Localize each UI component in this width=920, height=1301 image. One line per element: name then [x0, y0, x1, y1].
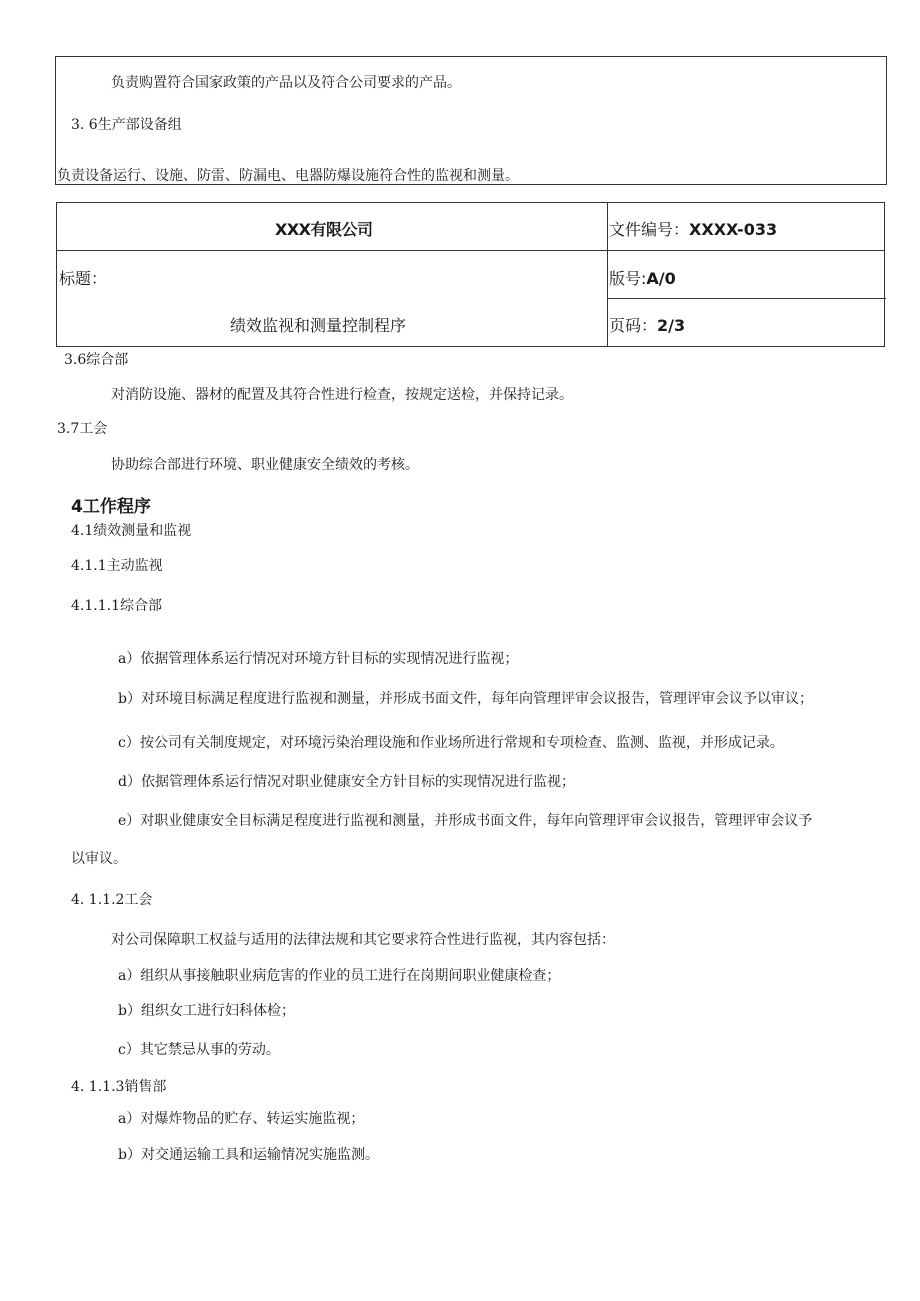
list-item-4113-a: a）对爆炸物品的贮存、转运实施监视； [118, 1111, 365, 1127]
list-item-4112-a: a）组织从事接触职业病危害的作业的员工进行在岗期间职业健康检查； [118, 968, 561, 984]
section-4-1-1-2-text: 对公司保障职工权益与适用的法律法规和其它要求符合性进行监视，其内容包括： [111, 932, 615, 948]
list-item-4113-b: b）对交通运输工具和运输情况实施监测。 [118, 1147, 379, 1163]
list-item-4111-e-line-1: e）对职业健康安全目标满足程度进行监视和测量，并形成书面文件，每年向管理评审会议报告，管理评审会议予 [118, 813, 813, 829]
section-4-1-1-1-heading: 4.1.1.1综合部 [71, 598, 162, 614]
company-name: XXX有限公司 [275, 220, 373, 239]
list-item-4111-b: b）对环境目标满足程度进行监视和测量，并形成书面文件，每年向管理评审会议报告，管理评审会议予以审议； [118, 691, 813, 707]
top-box-line-3: 负责设备运行、设施、防雷、防漏电、电器防爆设施符合性的监视和测量。 [57, 168, 519, 184]
header-divider-row2 [607, 298, 886, 299]
list-item-4111-c: c）按公司有关制度规定，对环境污染治理设施和作业场所进行常规和专项检查、监测、监视，并形成记录。 [118, 735, 784, 751]
document-header-table [56, 202, 885, 347]
version-number: 版号:A/0 [609, 269, 676, 288]
title-label: 标题： [59, 269, 108, 288]
section-3-6-heading: 3.6综合部 [64, 352, 129, 368]
section-3-7-heading: 3.7工会 [57, 421, 108, 437]
top-box-line-2: 3. 6生产部设备组 [71, 117, 182, 133]
header-divider-vertical [607, 203, 608, 346]
section-4-1-1-3-heading: 4. 1.1.3销售部 [71, 1079, 167, 1095]
top-box-line-1: 负责购置符合国家政策的产品以及符合公司要求的产品。 [111, 75, 461, 91]
section-4-heading: 4工作程序 [71, 497, 151, 517]
list-item-4111-e-line-2: 以审议。 [71, 851, 127, 867]
list-item-4111-a: a）依据管理体系运行情况对环境方针目标的实现情况进行监视； [118, 651, 519, 667]
section-4-1-heading: 4.1绩效测量和监视 [71, 523, 192, 539]
list-item-4111-d: d）依据管理体系运行情况对职业健康安全方针目标的实现情况进行监视； [118, 774, 575, 790]
section-3-7-text: 协助综合部进行环境、职业健康安全绩效的考核。 [111, 457, 419, 473]
document-number: 文件编号：XXXX-033 [609, 220, 778, 239]
list-item-4112-b: b）组织女工进行妇科体检； [118, 1003, 295, 1019]
page-number: 页码：2/3 [609, 316, 686, 335]
section-4-1-1-2-heading: 4. 1.1.2工会 [71, 892, 153, 908]
section-3-6-text: 对消防设施、器材的配置及其符合性进行检查，按规定送检，并保持记录。 [111, 387, 573, 403]
section-4-1-1-heading: 4.1.1主动监视 [71, 558, 163, 574]
document-title: 绩效监视和测量控制程序 [230, 316, 407, 335]
header-divider-row1 [57, 250, 884, 251]
list-item-4112-c: c）其它禁忌从事的劳动。 [118, 1042, 280, 1058]
